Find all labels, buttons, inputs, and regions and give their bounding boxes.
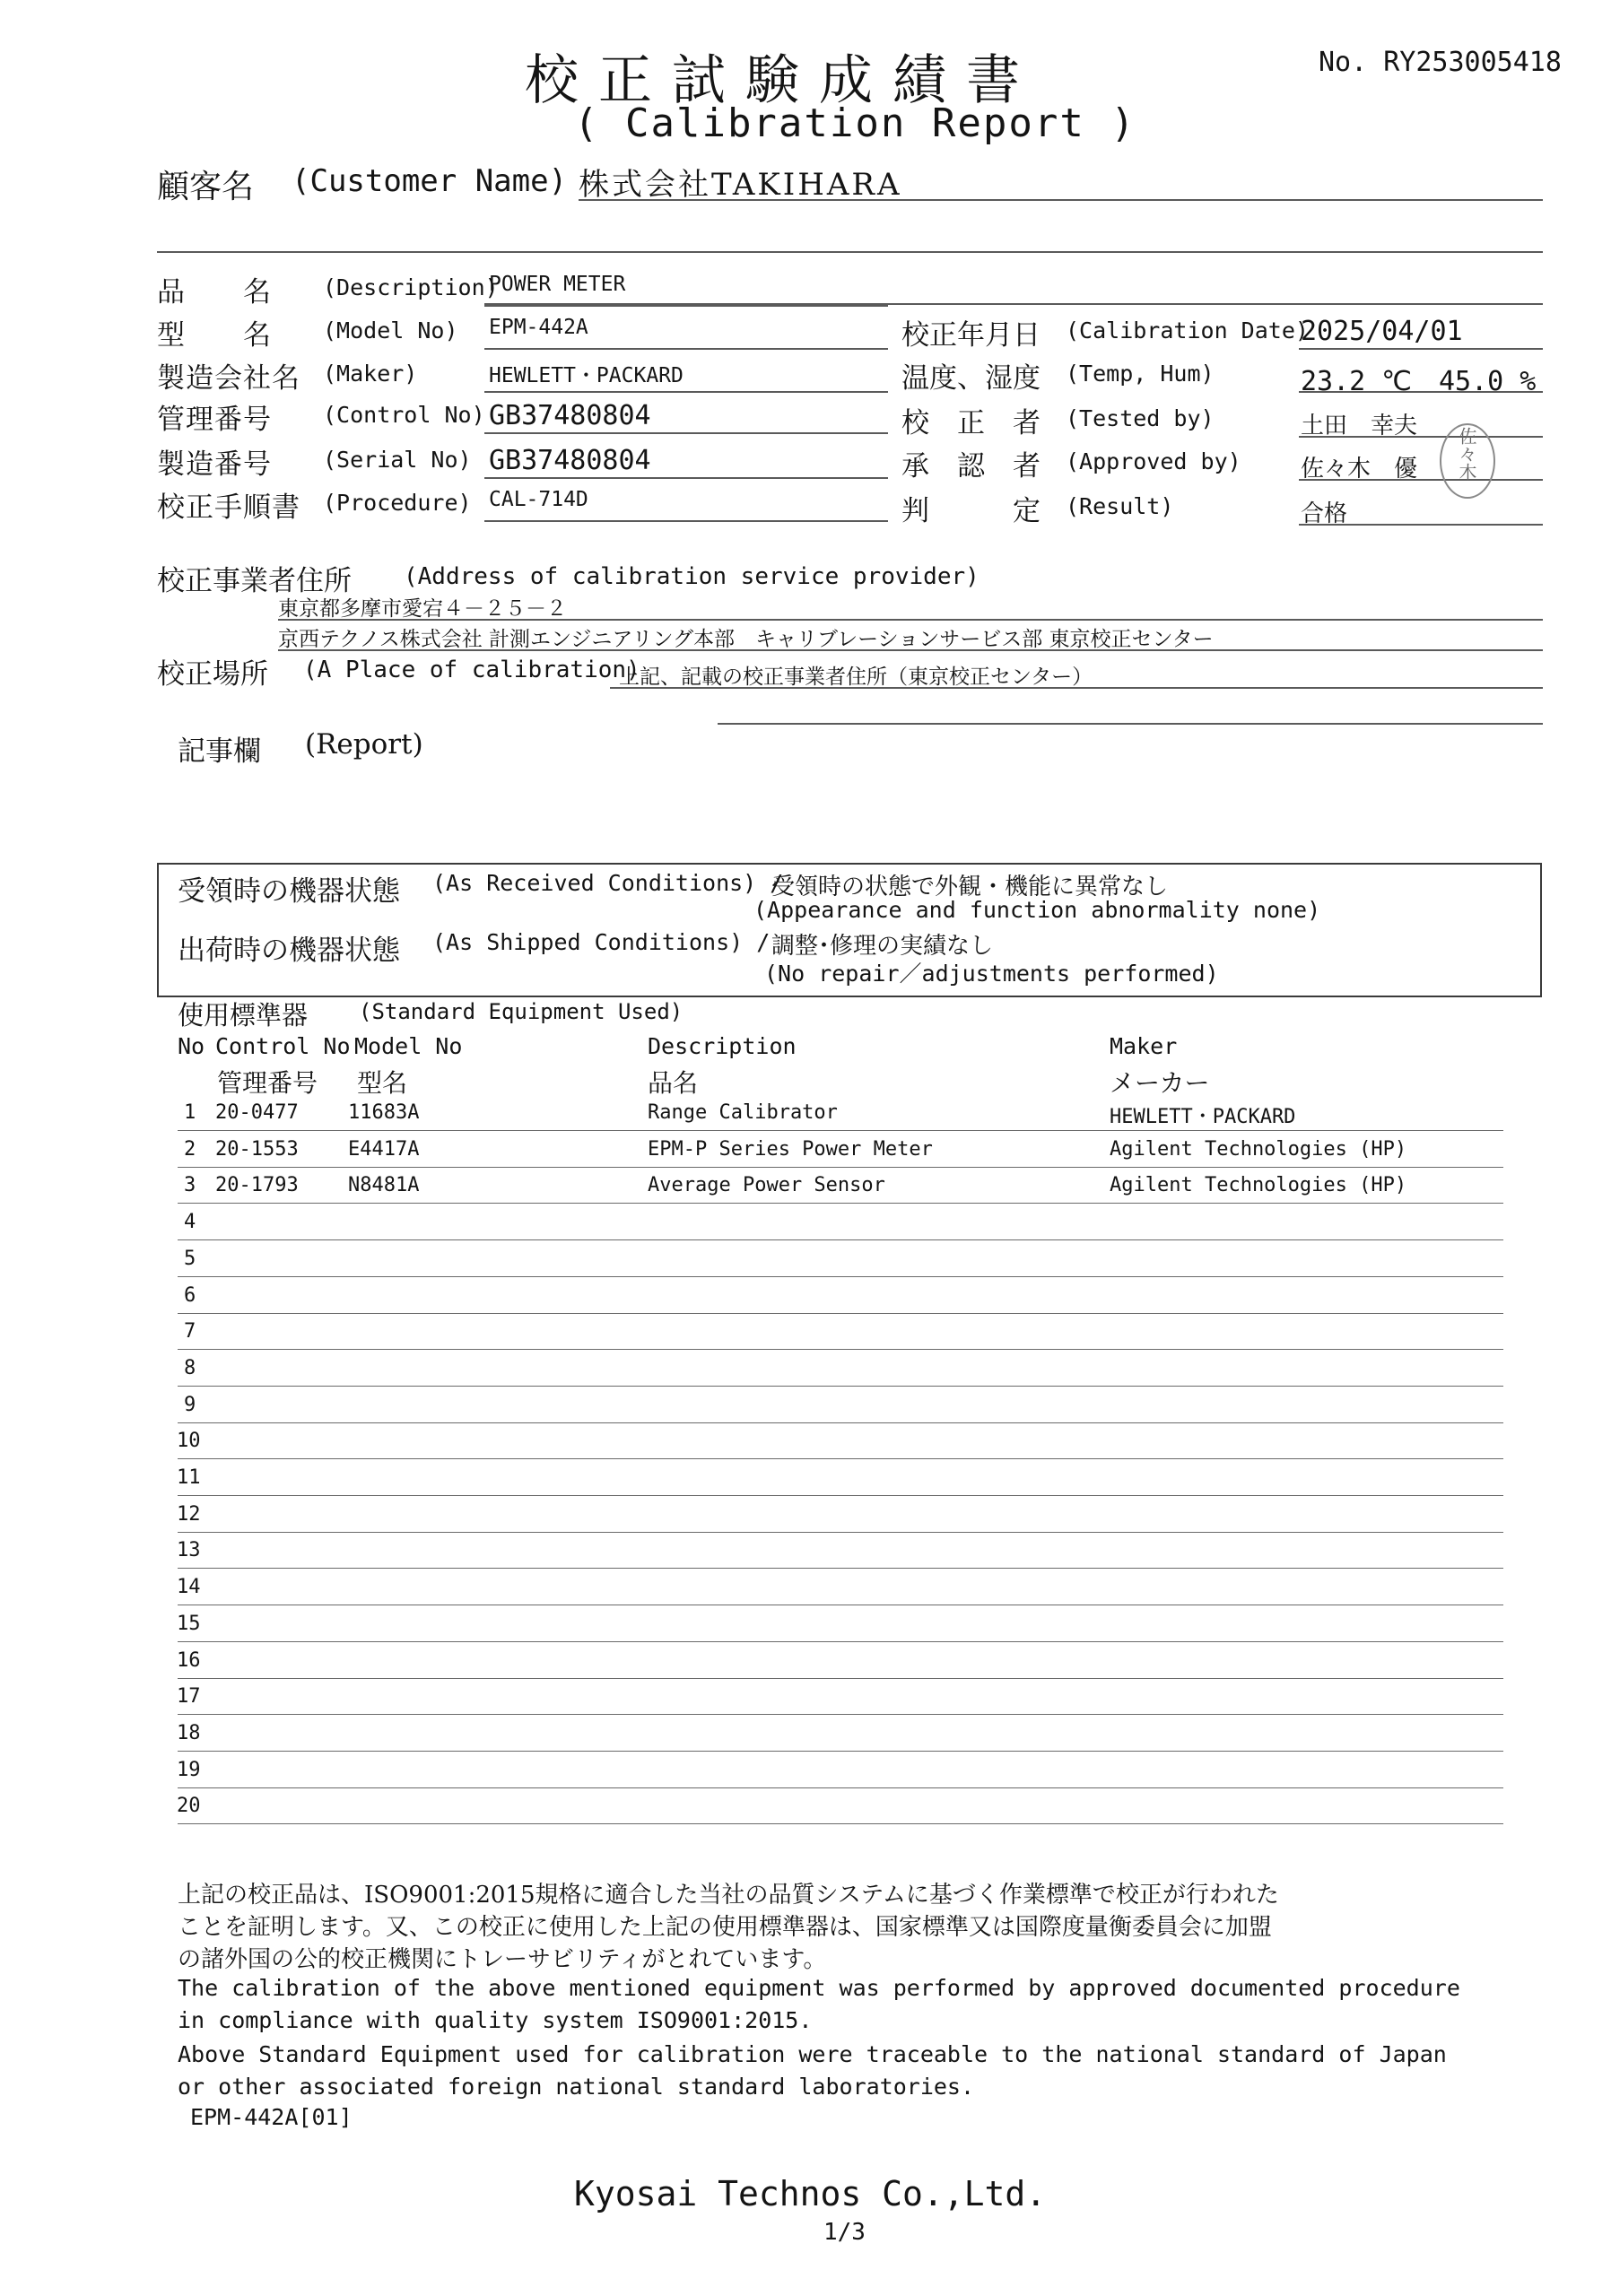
row-divider bbox=[178, 1349, 1503, 1350]
row-divider bbox=[178, 1203, 1503, 1204]
right-field-label-jp: 判 定 bbox=[901, 495, 1041, 527]
right-field-label-en: (Result) bbox=[1066, 493, 1174, 519]
row-number: 11 bbox=[177, 1466, 201, 1489]
left-field-value: GB37480804 bbox=[489, 445, 651, 476]
row-description: Average Power Sensor bbox=[648, 1174, 885, 1196]
equipment-label-jp: 使用標準器 bbox=[178, 1000, 309, 1031]
left-field-value: CAL-714D bbox=[489, 488, 588, 511]
header-description-jp: 品名 bbox=[648, 1068, 699, 1098]
row-number: 13 bbox=[177, 1539, 201, 1561]
customer-underline bbox=[579, 199, 1543, 201]
row-divider bbox=[178, 1386, 1503, 1387]
row-maker: Agilent Technologies (HP) bbox=[1110, 1138, 1407, 1161]
left-field-label-en: (Procedure) bbox=[323, 490, 472, 516]
left-field-value: EPM-442A bbox=[489, 316, 588, 339]
description-underline bbox=[484, 303, 1543, 305]
header-no: No bbox=[178, 1033, 205, 1059]
row-divider bbox=[178, 1568, 1503, 1569]
row-divider bbox=[178, 1239, 1503, 1240]
seal-text: 佐々木 bbox=[1456, 427, 1477, 481]
shipped-value-jp: 調整･修理の実績なし bbox=[771, 933, 994, 960]
left-field-label-en: (Description) bbox=[323, 274, 499, 300]
place-underline bbox=[610, 687, 1543, 689]
row-number: 5 bbox=[184, 1248, 196, 1270]
left-field-value: POWER METER bbox=[489, 273, 626, 296]
report-number: No. RY253005418 bbox=[1319, 47, 1562, 78]
row-divider bbox=[178, 1641, 1503, 1642]
header-model-jp: 型名 bbox=[357, 1068, 408, 1098]
row-description: EPM-P Series Power Meter bbox=[648, 1138, 933, 1161]
divider bbox=[157, 251, 1543, 253]
row-divider bbox=[178, 1495, 1503, 1496]
row-divider bbox=[178, 1422, 1503, 1423]
statement-jp-3: の諸外国の公的校正機関にトレーサビリティがとれています。 bbox=[178, 1946, 827, 1973]
received-value-jp: 受領時の状態で外観・機能に異常なし bbox=[771, 874, 1169, 900]
report-subtitle: ( Calibration Report ) bbox=[574, 100, 1136, 146]
left-field-label-jp: 管理番号 bbox=[157, 404, 272, 436]
received-label-jp: 受領時の機器状態 bbox=[178, 875, 400, 908]
right-field-value: 土田 幸夫 bbox=[1301, 413, 1418, 439]
left-field-label-jp: 製造番号 bbox=[157, 448, 272, 481]
received-value-en: (Appearance and function abnormality none) bbox=[753, 897, 1321, 923]
address-underline-1 bbox=[278, 619, 1543, 621]
left-field-label-jp: 校正手順書 bbox=[157, 491, 300, 524]
right-field-underline bbox=[1299, 479, 1543, 481]
statement-jp-2: ことを証明します。又、この校正に使用した上記の使用標準器は、国家標準又は国際度量衡委員会に加盟 bbox=[178, 1914, 1272, 1941]
row-number: 14 bbox=[177, 1576, 201, 1598]
left-field-label-jp: 型 名 bbox=[157, 319, 272, 352]
row-number: 12 bbox=[177, 1503, 201, 1526]
row-number: 4 bbox=[184, 1211, 196, 1233]
row-number: 8 bbox=[184, 1357, 196, 1379]
row-number: 2 bbox=[184, 1138, 196, 1161]
row-control-no: 20-1553 bbox=[215, 1138, 299, 1161]
row-model-no: E4417A bbox=[348, 1138, 420, 1161]
right-field-underline bbox=[1299, 524, 1543, 526]
right-field-label-en: (Calibration Date) bbox=[1066, 317, 1309, 344]
row-control-no: 20-0477 bbox=[215, 1101, 299, 1124]
row-divider bbox=[178, 1823, 1503, 1824]
left-field-label-en: (Model No) bbox=[323, 317, 458, 344]
right-field-value: 2025/04/01 bbox=[1301, 316, 1463, 347]
statement-jp-1: 上記の校正品は、ISO9001:2015規格に適合した当社の品質システムに基づく作業標準で校正が行われた bbox=[178, 1882, 1279, 1909]
shipped-label-en: (As Shipped Conditions) / bbox=[432, 929, 771, 955]
shipped-value-en: (No repair／adjustments performed) bbox=[764, 961, 1219, 987]
row-number: 17 bbox=[177, 1685, 201, 1708]
address-label-en: (Address of calibration service provider) bbox=[404, 563, 980, 590]
customer-name: 株式会社TAKIHARA bbox=[579, 167, 902, 203]
approval-seal bbox=[1440, 423, 1495, 499]
row-number: 3 bbox=[184, 1174, 196, 1196]
row-number: 19 bbox=[177, 1759, 201, 1781]
left-field-underline bbox=[484, 305, 888, 307]
address-label-jp: 校正事業者住所 bbox=[157, 565, 352, 597]
row-divider bbox=[178, 1167, 1503, 1168]
row-divider bbox=[178, 1130, 1503, 1131]
right-field-label-jp: 承 認 者 bbox=[901, 450, 1041, 483]
customer-label-jp: 顧客名 bbox=[157, 169, 255, 205]
report-title: 校正試験成績書 bbox=[525, 49, 1040, 112]
left-field-label-en: (Control No) bbox=[323, 402, 485, 428]
address-line-1: 東京都多摩市愛宕４－２５－２ bbox=[278, 597, 567, 621]
document-code: EPM-442A[01] bbox=[190, 2104, 353, 2130]
place-value: 上記、記載の校正事業者住所（東京校正センター） bbox=[619, 665, 1093, 689]
left-field-label-jp: 品 名 bbox=[157, 276, 272, 309]
report-label-en: (Report) bbox=[305, 728, 423, 761]
address-line-2: 京西テクノス株式会社 計測エンジニアリング本部 キャリブレーションサービス部 東京校正センター bbox=[278, 628, 1214, 651]
row-number: 20 bbox=[177, 1795, 201, 1817]
row-maker: Agilent Technologies (HP) bbox=[1110, 1174, 1407, 1196]
row-divider bbox=[178, 1714, 1503, 1715]
header-control-no: Control No bbox=[215, 1033, 351, 1059]
equipment-label-en: (Standard Equipment Used) bbox=[359, 999, 684, 1024]
right-field-value: 23.2 ℃ 45.0 % bbox=[1301, 366, 1537, 397]
right-field-label-en: (Temp, Hum) bbox=[1066, 361, 1215, 387]
row-divider bbox=[178, 1532, 1503, 1533]
header-control-no-jp: 管理番号 bbox=[217, 1068, 318, 1098]
row-number: 10 bbox=[177, 1430, 201, 1452]
left-field-label-jp: 製造会社名 bbox=[157, 362, 300, 395]
header-maker-jp: メーカー bbox=[1110, 1068, 1210, 1098]
left-field-label-en: (Maker) bbox=[323, 361, 418, 387]
received-label-en: (As Received Conditions) / bbox=[432, 870, 784, 896]
right-field-label-en: (Tested by) bbox=[1066, 405, 1215, 431]
report-divider bbox=[718, 723, 1543, 725]
left-field-underline bbox=[484, 391, 888, 393]
statement-en-1: The calibration of the above mentioned equipment was performed by approved documented procedure bbox=[178, 1975, 1460, 2001]
shipped-label-jp: 出荷時の機器状態 bbox=[178, 935, 400, 967]
page-number: 1/3 bbox=[823, 2219, 866, 2246]
left-field-label-en: (Serial No) bbox=[323, 447, 472, 473]
statement-en-4: or other associated foreign national standard laboratories. bbox=[178, 2074, 975, 2100]
right-field-underline bbox=[1299, 391, 1543, 393]
place-label-en: (A Place of calibration) bbox=[303, 657, 640, 683]
right-field-label-jp: 校正年月日 bbox=[901, 319, 1041, 352]
left-field-underline bbox=[484, 348, 888, 350]
row-number: 16 bbox=[177, 1649, 201, 1672]
row-number: 18 bbox=[177, 1722, 201, 1744]
company-name: Kyosai Technos Co.,Ltd. bbox=[574, 2174, 1047, 2213]
row-divider bbox=[178, 1313, 1503, 1314]
row-number: 1 bbox=[184, 1101, 196, 1124]
report-label-jp: 記事欄 bbox=[178, 735, 261, 768]
header-description: Description bbox=[648, 1033, 797, 1059]
right-field-label-en: (Approved by) bbox=[1066, 448, 1241, 474]
row-description: Range Calibrator bbox=[648, 1101, 838, 1124]
row-number: 15 bbox=[177, 1613, 201, 1635]
row-number: 9 bbox=[184, 1394, 196, 1416]
left-field-value: GB37480804 bbox=[489, 400, 651, 431]
place-label-jp: 校正場所 bbox=[157, 658, 268, 691]
row-divider bbox=[178, 1751, 1503, 1752]
right-field-value: 合格 bbox=[1301, 500, 1348, 527]
row-control-no: 20-1793 bbox=[215, 1174, 299, 1196]
left-field-underline bbox=[484, 520, 888, 522]
customer-label-en: (Customer Name) bbox=[292, 163, 568, 199]
row-divider bbox=[178, 1678, 1503, 1679]
address-underline-2 bbox=[278, 649, 1543, 651]
right-field-underline bbox=[1299, 436, 1543, 438]
header-maker: Maker bbox=[1110, 1033, 1178, 1059]
right-field-label-jp: 温度、湿度 bbox=[901, 362, 1041, 395]
row-model-no: 11683A bbox=[348, 1101, 420, 1124]
row-divider bbox=[178, 1458, 1503, 1459]
row-number: 6 bbox=[184, 1284, 196, 1307]
right-field-label-jp: 校 正 者 bbox=[901, 407, 1041, 439]
row-divider bbox=[178, 1787, 1503, 1788]
right-field-value: 佐々木 優 bbox=[1301, 456, 1418, 483]
statement-en-3: Above Standard Equipment used for calibration were traceable to the national standard of Japan bbox=[178, 2041, 1447, 2067]
row-maker: HEWLETT・PACKARD bbox=[1110, 1106, 1296, 1128]
header-model-no: Model No bbox=[354, 1033, 463, 1059]
left-field-underline bbox=[484, 477, 888, 479]
row-model-no: N8481A bbox=[348, 1174, 420, 1196]
right-field-underline bbox=[1299, 348, 1543, 350]
statement-en-2: in compliance with quality system ISO9001:2015. bbox=[178, 2007, 813, 2033]
left-field-underline bbox=[484, 432, 888, 434]
row-number: 7 bbox=[184, 1320, 196, 1343]
row-divider bbox=[178, 1276, 1503, 1277]
left-field-value: HEWLETT・PACKARD bbox=[489, 364, 684, 387]
